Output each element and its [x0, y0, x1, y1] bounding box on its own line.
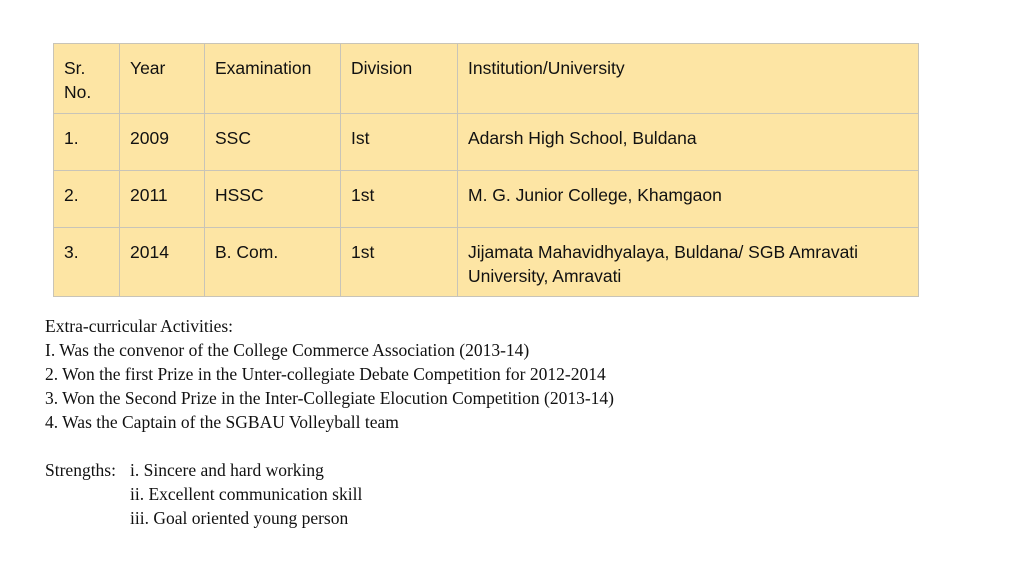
cell-year: 2014: [120, 228, 205, 297]
strengths-list: [130, 458, 362, 530]
cell-division: Ist: [341, 114, 458, 171]
header-division: Division: [341, 44, 458, 114]
cell-year: 2009: [120, 114, 205, 171]
table-row: [54, 228, 919, 297]
cell-division: 1st: [341, 228, 458, 297]
activities-title: Extra-curricular Activities:: [45, 316, 234, 336]
notes-section: [45, 314, 614, 530]
cell-sr-no: 2.: [54, 171, 120, 228]
header-sr-no: Sr. No.: [54, 44, 120, 114]
table-header-row: [54, 44, 919, 114]
cell-year: 2011: [120, 171, 205, 228]
education-table: [53, 43, 919, 297]
cell-examination: SSC: [205, 114, 341, 171]
table-row: [54, 114, 919, 171]
strength-item: ii. Excellent communication skill: [130, 484, 363, 504]
cell-examination: HSSC: [205, 171, 341, 228]
header-year: Year: [120, 44, 205, 114]
strengths-section: [45, 458, 614, 530]
activity-item: 2. Won the first Prize in the Unter-collegiate Debate Competition for 2012-2014: [45, 364, 606, 384]
cell-institution: M. G. Junior College, Khamgaon: [458, 171, 919, 228]
strength-item: iii. Goal oriented young person: [130, 508, 349, 528]
cell-examination: B. Com.: [205, 228, 341, 297]
table-row: [54, 171, 919, 228]
header-examination: Examination: [205, 44, 341, 114]
cell-institution: Adarsh High School, Buldana: [458, 114, 919, 171]
activity-item: 3. Won the Second Prize in the Inter-Collegiate Elocution Competition (2013-14): [45, 388, 614, 408]
cell-sr-no: 1.: [54, 114, 120, 171]
strengths-label: Strengths:: [45, 460, 116, 480]
header-institution: Institution/University: [458, 44, 919, 114]
strength-item: i. Sincere and hard working: [130, 460, 324, 480]
cell-division: 1st: [341, 171, 458, 228]
activity-item: 4. Was the Captain of the SGBAU Volleyball team: [45, 412, 399, 432]
activity-item: I. Was the convenor of the College Commerce Association (2013-14): [45, 340, 530, 360]
cell-sr-no: 3.: [54, 228, 120, 297]
cell-institution: Jijamata Mahavidhyalaya, Buldana/ SGB Amravati University, Amravati: [458, 228, 919, 297]
